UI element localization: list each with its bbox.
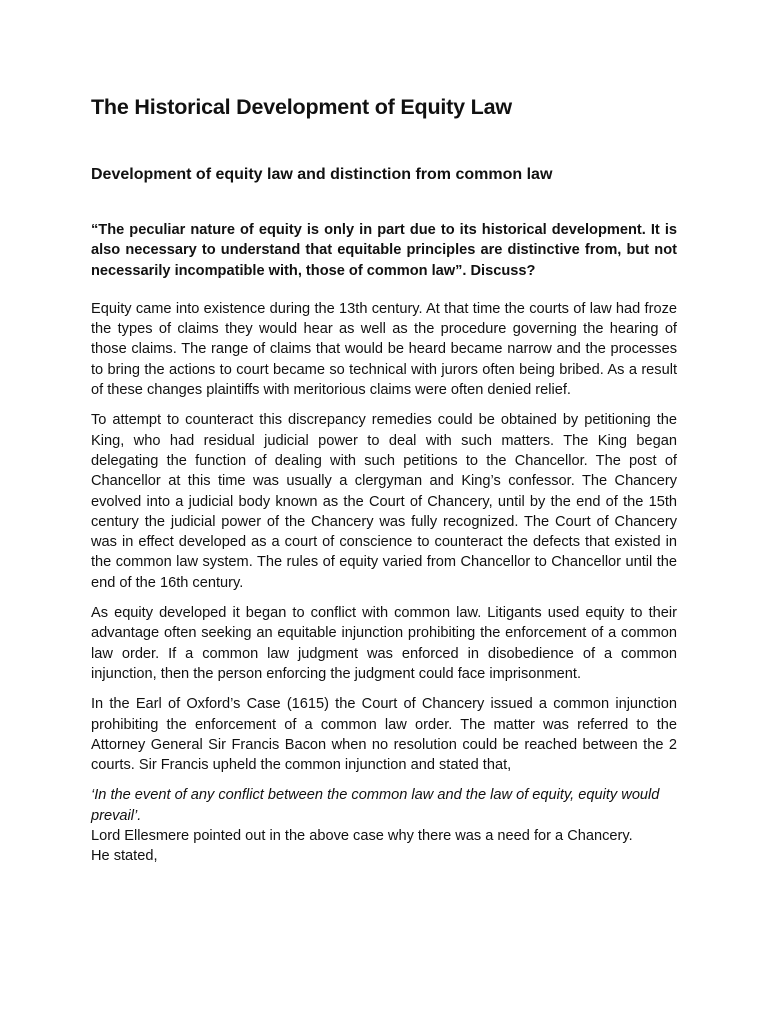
body-paragraph-3: As equity developed it began to conflict with common law. Litigants used equity to their advantage often seeking an equitable injunction prohibiting the enforcement of a common law order. If a common law judgment was enforced in disobedience of a common injunction, then the person enforcing the judgment could face imprisonment.	[91, 605, 677, 682]
closing-line-2: He stated,	[91, 848, 158, 865]
section-heading: Development of equity law and distinction from common law	[91, 166, 553, 183]
body-paragraph-4: In the Earl of Oxford’s Case (1615) the Court of Chancery issued a common injunction prohibiting the enforcement of a common law order. The matter was referred to the Attorney General Sir Francis Bacon when no resolution could be reached between the 2 courts. Sir Francis upheld the common injunction and stated that,	[91, 696, 677, 774]
body-paragraph-1: Equity came into existence during the 13th century. At that time the courts of law had froze the types of claims they would hear as well as the procedure governing the hearing of those claims. The range of claims that would be heard became narrow and the processes to bring the actions to court became so technical with jurors often being bribed. As a result of these changes plaintiffs with meritorious claims were often denied relief.	[91, 300, 677, 399]
document-title: The Historical Development of Equity Law	[91, 95, 512, 119]
italic-quote: ‘In the event of any conflict between the common law and the law of equity, equity would prevail’.	[91, 787, 660, 824]
body-paragraph-2: To attempt to counteract this discrepancy remedies could be obtained by petitioning the King, who had residual judicial power to deal with such matters. The King began delegating the function of dealing with such petitions to the Chancellor. The post of Chancellor at this time was usually a clergyman and King’s confessor. The Chancery evolved into a judicial body known as the Court of Chancery, until by the end of the 15th century the judicial power of the Chancery was fully recognized. The Court of Chancery was in effect developed as a court of conscience to counteract the defects that existed in the common law system. The rules of equity varied from Chancellor to Chancellor until the end of the 16th century.	[91, 412, 677, 591]
closing-line-1: Lord Ellesmere pointed out in the above case why there was a need for a Chancery.	[91, 828, 633, 845]
essay-question: “The peculiar nature of equity is only in part due to its historical development. It is also necessary to understand that equitable principles are distinctive from, but not necessarily incompatible with, those of common law”. Discuss?	[91, 222, 677, 279]
document-page	[91, 92, 677, 867]
